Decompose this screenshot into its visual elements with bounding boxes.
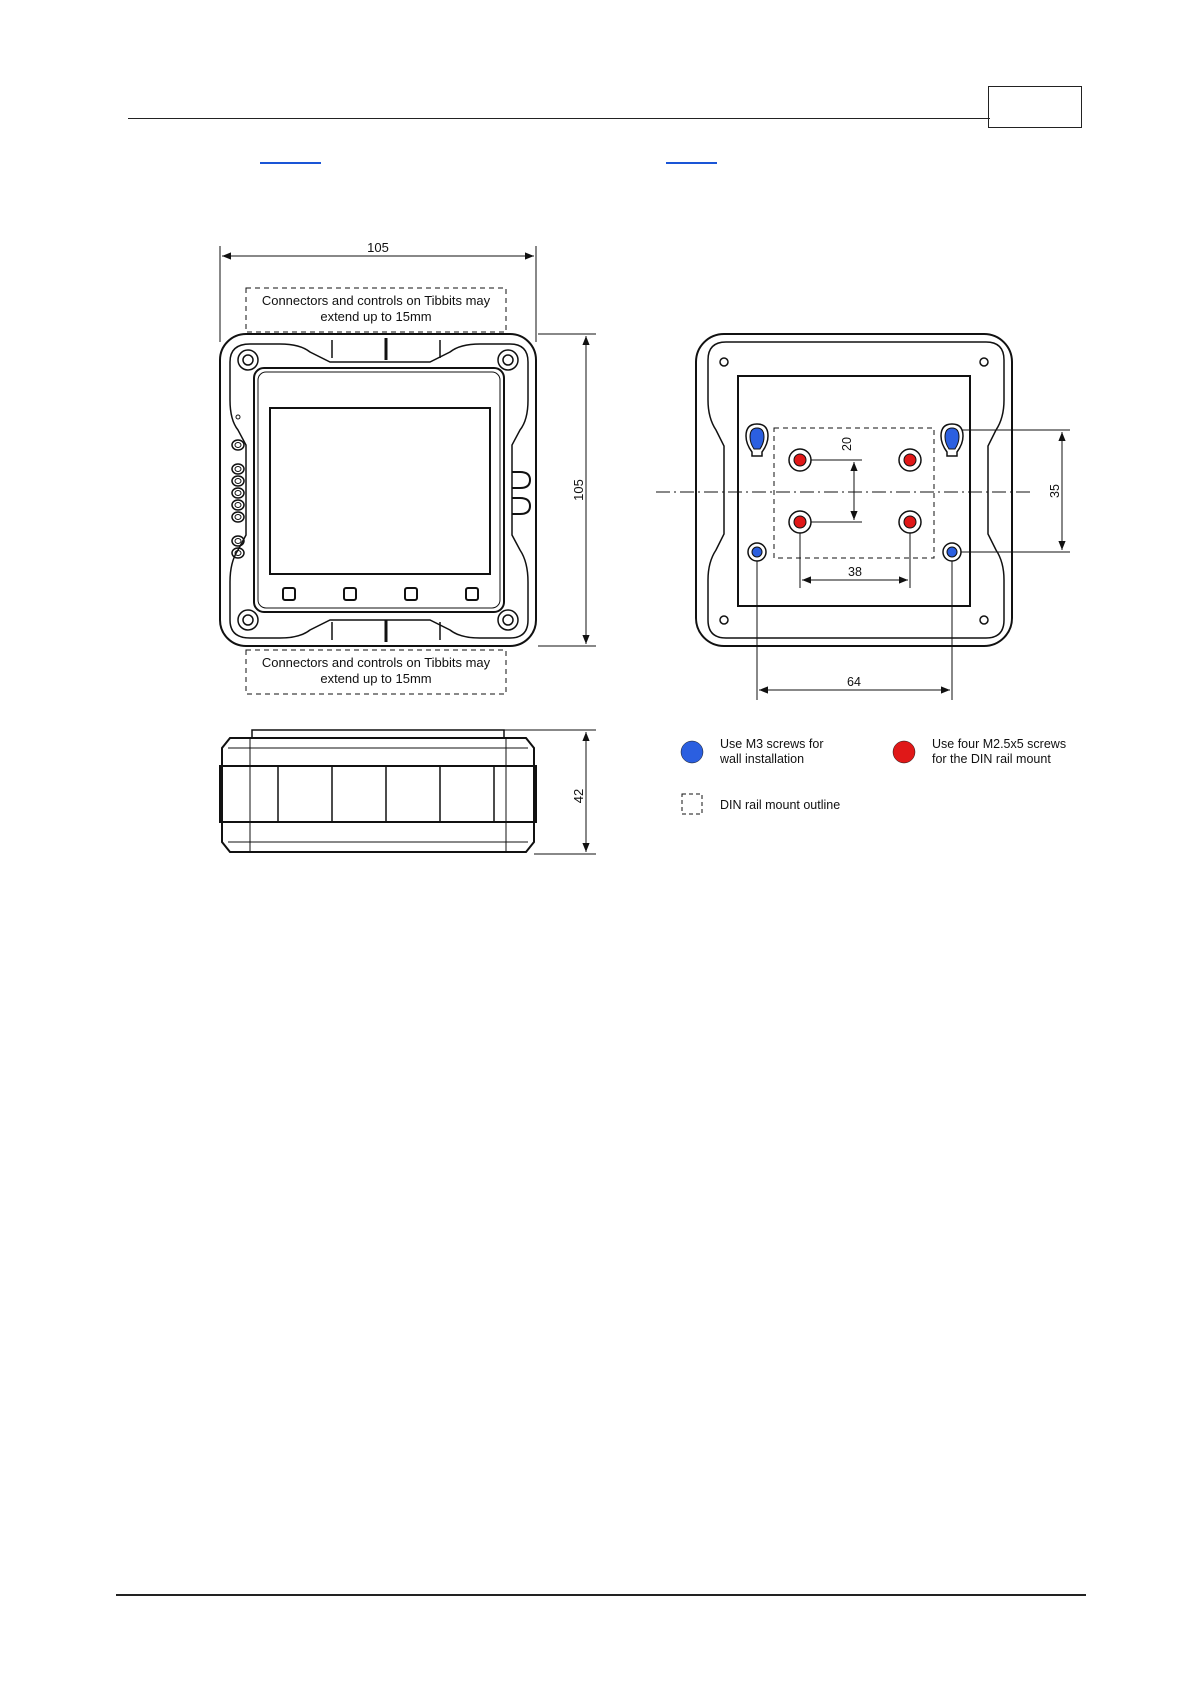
din-screws: [789, 449, 921, 533]
bottom-note-line1: Connectors and controls on Tibbits may: [261, 655, 491, 670]
side-leds: [232, 440, 244, 558]
top-note-line2: extend up to 15mm: [320, 309, 432, 324]
legend-blue-line1: Use M3 screws for: [720, 737, 824, 751]
front-button-3: [405, 588, 417, 600]
din-vertical-label: 20: [840, 437, 854, 451]
front-height-label: 105: [571, 479, 586, 501]
front-flange: [230, 344, 528, 638]
legend-blue-dot: [681, 741, 703, 763]
front-button-1: [283, 588, 295, 600]
legend-blue-line2: wall installation: [720, 752, 805, 766]
footer-rule: [116, 1594, 1086, 1596]
front-body-outer: [220, 334, 536, 646]
front-button-2: [344, 588, 356, 600]
depth-label: 42: [571, 788, 586, 804]
wall-vertical-label: 35: [1048, 484, 1062, 498]
front-width-label: 105: [367, 240, 389, 255]
legend-red-dot: [893, 741, 915, 763]
display-bezel: [254, 368, 504, 612]
display-screen: [270, 408, 490, 574]
wall-horizontal-label: 64: [847, 675, 861, 689]
front-button-4: [466, 588, 478, 600]
legend-din-outline-label: DIN rail mount outline: [720, 798, 841, 812]
side-connectors: [512, 472, 530, 514]
top-note-line1: Connectors and controls on Tibbits may: [261, 293, 491, 308]
bottom-note-line2: extend up to 15mm: [320, 671, 432, 686]
legend-red-line1: Use four M2.5x5 screws: [932, 737, 1067, 751]
legend-red-line2: for the DIN rail mount: [932, 752, 1051, 766]
din-horizontal-label: 38: [848, 565, 862, 579]
rear-view: [656, 334, 1070, 700]
side-view: [220, 730, 596, 854]
legend-dashed-box: [682, 794, 702, 814]
